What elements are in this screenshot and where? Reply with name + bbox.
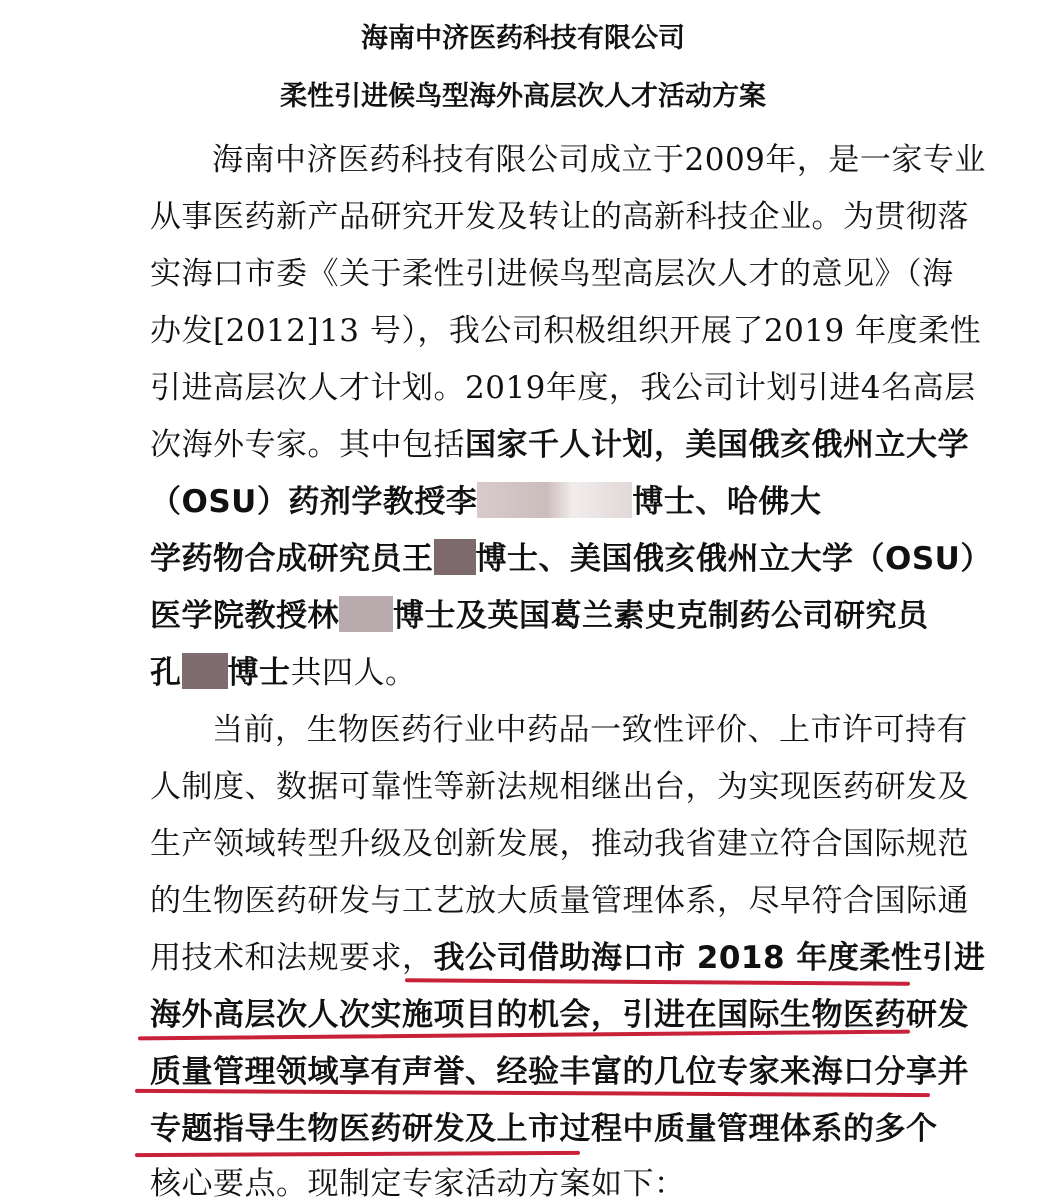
p1-line-8-b: 博士、美国俄亥俄州立大学（OSU） xyxy=(475,541,992,577)
p1-line-8 xyxy=(150,539,992,579)
redacted-name-blur xyxy=(477,482,632,518)
p1-line-9-b: 博士及英国葛兰素史克制药公司研究员 xyxy=(393,598,929,634)
p1-line-10-a: 孔 xyxy=(150,655,182,691)
p1-line-6-bold: 国家千人计划，美国俄亥俄州立大学 xyxy=(465,427,969,463)
company-title: 海南中济医药科技有限公司 xyxy=(361,23,685,54)
p1-line-10-c: 共四人。 xyxy=(290,655,417,691)
p1-line-9 xyxy=(150,596,929,636)
p1-line-7-b: 博士、哈佛大 xyxy=(632,484,822,520)
p2-line-3: 生产领域转型升级及创新发展，推动我省建立符合国际规范 xyxy=(150,826,969,862)
p2-line-9: 核心要点。现制定专家活动方案如下： xyxy=(150,1166,686,1202)
redacted-name-blur xyxy=(339,596,393,632)
p1-line-9-a: 医学院教授林 xyxy=(150,598,339,634)
p1-line-7 xyxy=(150,482,821,522)
p1-line-8-a: 学药物合成研究员王 xyxy=(150,541,434,577)
p1-line-4: 办发[2012]13 号），我公司积极组织开展了2019 年度柔性 xyxy=(150,313,982,349)
p1-line-6-text: 次海外专家。其中包括 xyxy=(150,427,465,463)
p1-line-10-b: 博士 xyxy=(227,655,291,691)
p2-line-7: 质量管理领域享有声誉、经验丰富的几位专家来海口分享并 xyxy=(150,1054,969,1090)
p1-line-3: 实海口市委《关于柔性引进候鸟型高层次人才的意见》（海 xyxy=(150,256,954,292)
p1-line-7-a: （OSU）药剂学教授李 xyxy=(150,484,478,520)
highlight-underline xyxy=(135,1151,580,1157)
p2-line-1: 当前，生物医药行业中药品一致性评价、上市许可持有 xyxy=(212,712,968,748)
p1-line-10 xyxy=(150,653,417,693)
p1-line-6 xyxy=(150,425,969,465)
redacted-name-blur xyxy=(434,539,476,575)
p2-line-2: 人制度、数据可靠性等新法规相继出台，为实现医药研发及 xyxy=(150,769,969,805)
p1-line-2: 从事医药新产品研究开发及转让的高新科技企业。为贯彻落 xyxy=(150,199,969,235)
p2-line-5 xyxy=(150,938,985,978)
p2-line-8: 专题指导生物医药研发及上市过程中质量管理体系的多个 xyxy=(150,1111,938,1147)
highlight-underline xyxy=(405,978,910,986)
p2-line-6: 海外高层次人次实施项目的机会，引进在国际生物医药研发 xyxy=(150,997,969,1033)
plan-title: 柔性引进候鸟型海外高层次人才活动方案 xyxy=(280,81,766,112)
redacted-name-blur xyxy=(182,653,228,689)
p1-line-5: 引进高层次人才计划。2019年度，我公司计划引进4名高层 xyxy=(150,370,976,406)
p2-line-5-text: 用技术和法规要求， xyxy=(150,940,434,976)
p2-line-4: 的生物医药研发与工艺放大质量管理体系，尽早符合国际通 xyxy=(150,883,969,919)
p1-line-1: 海南中济医药科技有限公司成立于2009年，是一家专业 xyxy=(212,142,986,178)
p2-line-5-bold: 我公司借助海口市 2018 年度柔性引进 xyxy=(433,940,986,976)
